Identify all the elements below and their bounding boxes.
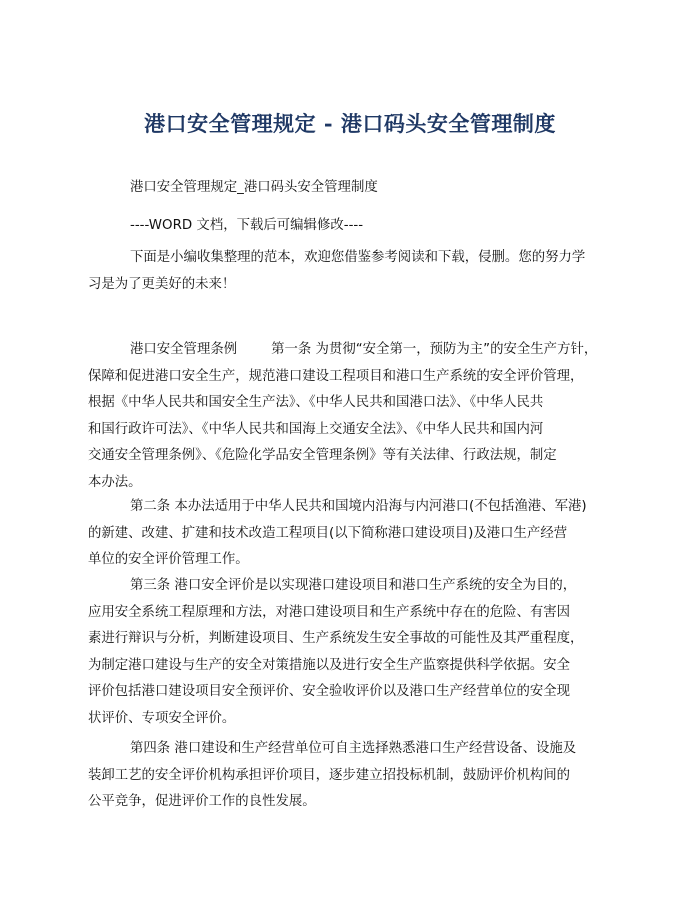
- article-1-paragraph: [88, 337, 608, 497]
- article-3-line: 应用安全系统工程原理和方法，对港口建设项目和生产系统中存在的危险、有害因: [88, 604, 571, 620]
- article-1-first-line: [88, 337, 608, 364]
- article-1-line: 本办法。: [88, 474, 142, 490]
- intro-line: 下面是小编收集整理的范本，欢迎您借鉴参考阅读和下载，侵删。您的努力学: [130, 250, 586, 265]
- article-1-line: 第一条 为贯彻“安全第一，预防为主”的安全生产方针，: [271, 342, 598, 357]
- article-1-line: 根据《中华人民共和国安全生产法》、《中华人民共和国港口法》、《中华人民共: [88, 395, 544, 411]
- article-4-line: 装卸工艺的安全评价机构承担评价项目，逐步建立招投标机制，鼓励评价机构间的: [88, 767, 571, 783]
- document-title: 港口安全管理规定 - 港口码头安全管理制度: [144, 111, 556, 136]
- article-1-line: 交通安全管理条例》、《危险化学品安全管理条例》等有关法律、行政法规，制定: [88, 448, 557, 464]
- article-1-heading: 港口安全管理条例: [130, 342, 238, 357]
- article-1-line: 保障和促进港口安全生产，规范港口建设工程项目和港口生产系统的安全评价管理，: [88, 368, 584, 384]
- article-4-line: 第四条 港口建设和生产经营单位可自主选择熟悉港口生产经营设备、设施及: [130, 741, 577, 756]
- word-note: ----WORD 文档，下载后可编辑修改----: [130, 218, 364, 233]
- article-3-line: 素进行辩识与分析，判断建设项目、生产系统发生安全事故的可能性及其严重程度，: [88, 631, 584, 647]
- article-2-paragraph: [88, 494, 608, 574]
- article-2-line: 单位的安全评价管理工作。: [88, 552, 249, 568]
- article-3-line: 为制定港口建设与生产的安全对策措施以及进行安全生产监察提供科学依据。安全: [88, 657, 571, 673]
- article-3-paragraph: [88, 573, 608, 733]
- article-3-line: 状评价、专项安全评价。: [88, 710, 236, 726]
- article-3-line: 评价包括港口建设项目安全预评价、安全验收评价以及港口生产经营单位的安全现: [88, 684, 571, 700]
- intro-paragraph: [88, 245, 608, 298]
- article-2-line: 第二条 本办法适用于中华人民共和国境内沿海与内河港口(不包括渔港、军港): [130, 499, 587, 514]
- intro-line: 习是为了更美好的未来！: [88, 276, 236, 292]
- article-2-line: 的新建、改建、扩建和技术改造工程项目(以下简称港口建设项目)及港口生产经营: [88, 525, 568, 541]
- article-1-line: 和国行政许可法》、《中华人民共和国海上交通安全法》、《中华人民共和国内河: [88, 421, 544, 437]
- document-subtitle: 港口安全管理规定_港口码头安全管理制度: [130, 180, 378, 195]
- article-3-line: 第三条 港口安全评价是以实现港口建设项目和港口生产系统的安全为目的，: [130, 578, 577, 593]
- article-4-line: 公平竞争，促进评价工作的良性发展。: [88, 794, 316, 810]
- article-4-paragraph: [88, 736, 608, 816]
